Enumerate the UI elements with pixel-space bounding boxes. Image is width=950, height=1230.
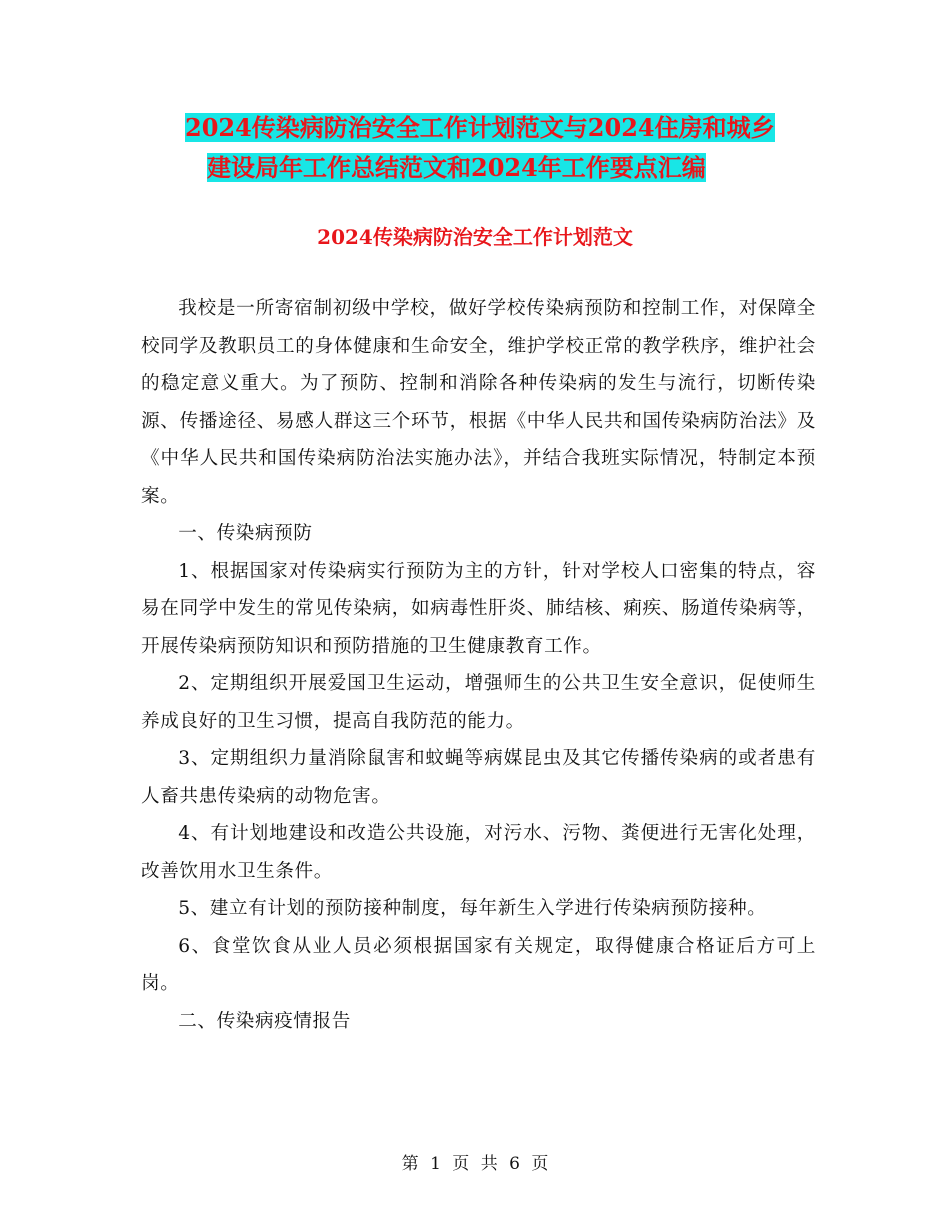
paragraph-intro: 我校是一所寄宿制初级中学校，做好学校传染病预防和控制工作，对保障全校同学及教职员工的身体健康和生命安全，维护学校正常的教学秩序，维护社会的稳定意义重大。为了预防、控制和消除各种传染病的发生与流行，切断传染源、传播途径、易感人群这三个环节，根据《中华人民共和国传染病防治法》及《中华人民共和国传染病防治法实施办法》，并结合我班实际情况，特制定本预案。 (141, 298, 816, 507)
paragraph-item-1: 1、根据国家对传染病实行预防为主的方针，针对学校人口密集的特点，容易在同学中发生的常见传染病，如病毒性肝炎、肺结核、痢疾、肠道传染病等，开展传染病预防知识和预防措施的卫生健康教育工作。 (141, 560, 816, 657)
heading-prevention: 一、传染病预防 (178, 523, 313, 544)
title-line-1 (0, 108, 950, 148)
section-title: 2024传染病防治安全工作计划范文 (317, 225, 633, 249)
paragraph-item-4: 4、有计划地建设和改造公共设施，对污水、污物、粪便进行无害化处理，改善饮用水卫生条件。 (141, 823, 816, 882)
paragraph-item-2: 2、定期组织开展爱国卫生运动，增强师生的公共卫生安全意识，促使师生养成良好的卫生习惯，提高自我防范的能力。 (141, 673, 816, 732)
document-title (0, 108, 950, 188)
page-footer: 第 1 页 共 6 页 (401, 1154, 549, 1174)
title-line-2 (0, 148, 950, 188)
title-highlight-1: 2024传染病防治安全工作计划范文与2024住房和城乡 (185, 113, 775, 142)
paragraph-item-6: 6、食堂饮食从业人员必须根据国家有关规定，取得健康合格证后方可上岗。 (141, 935, 816, 994)
paragraph-item-5: 5、建立有计划的预防接种制度，每年新生入学进行传染病预防接种。 (178, 898, 767, 919)
body-text (141, 290, 816, 1040)
paragraph-item-3: 3、定期组织力量消除鼠害和蚊蝇等病媒昆虫及其它传播传染病的或者患有人畜共患传染病的动物危害。 (141, 748, 816, 807)
title-highlight-2: 建设局年工作总结范文和2024年工作要点汇编 (207, 153, 706, 182)
heading-report: 二、传染病疫情报告 (178, 1010, 351, 1032)
